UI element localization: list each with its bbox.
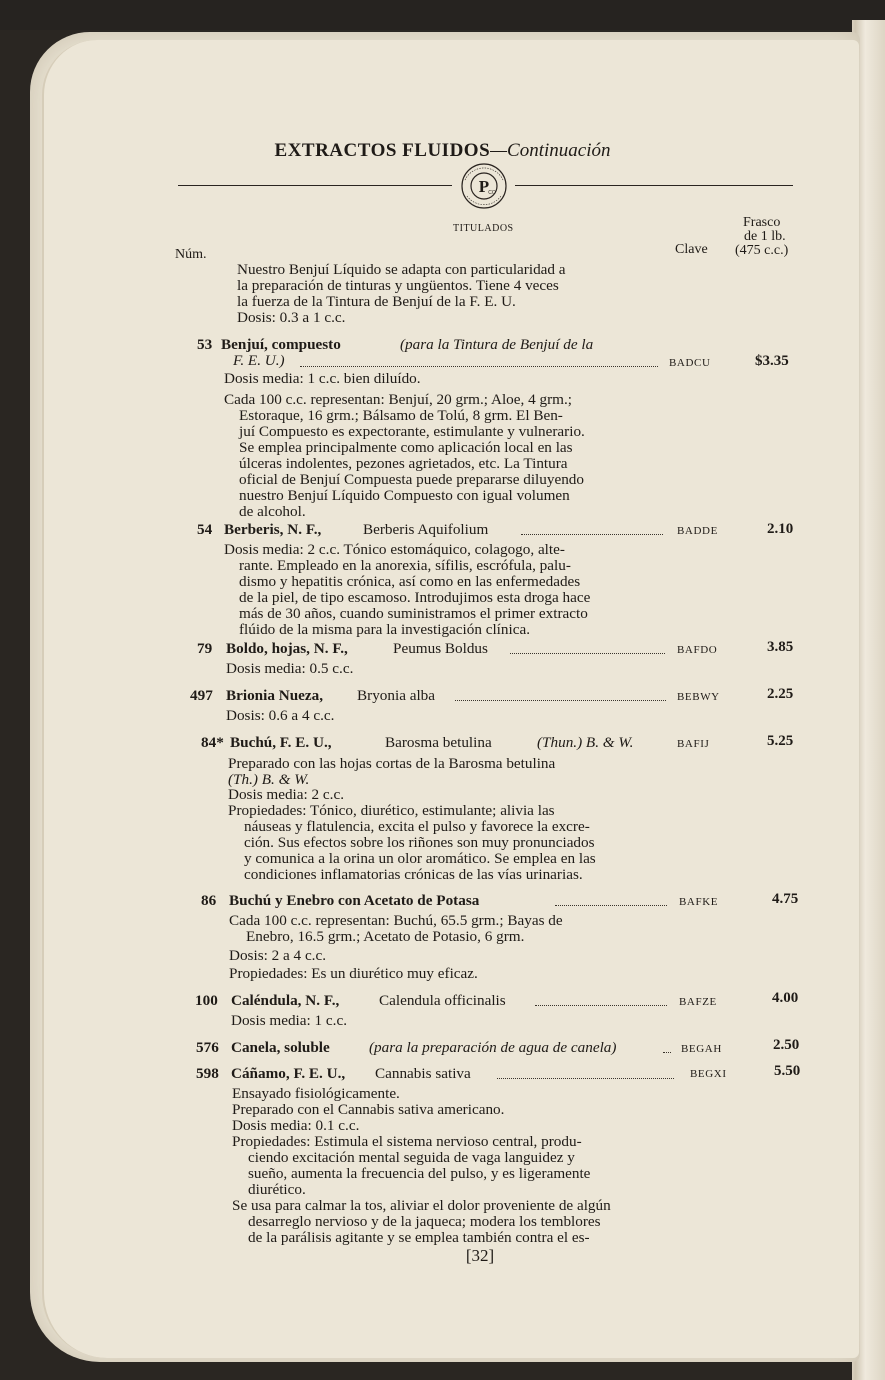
entry-name: Cáñamo, F. E. U., <box>231 1065 346 1082</box>
entry-line: Se emplea principalmente como aplicación local en las <box>239 439 573 456</box>
entry-number: 576 <box>196 1039 219 1056</box>
seal-monogram: P <box>478 177 490 196</box>
entry-line: Dosis: 0.6 a 4 c.c. <box>226 707 335 724</box>
entry-code: BEGXI <box>690 1068 727 1080</box>
entry-number: 497 <box>190 687 213 704</box>
entry-line: desarreglo nervioso y de la jaqueca; modera los temblores <box>248 1213 601 1230</box>
entry-line: Dosis media: 0.5 c.c. <box>226 660 354 677</box>
entry-line: Dosis media: 1 c.c. bien diluído. <box>224 370 421 387</box>
page-number: [32] <box>465 1246 495 1265</box>
entry-name: Caléndula, N. F., <box>231 992 340 1009</box>
entry-line: ciendo excitación mental seguida de vaga languidez y <box>248 1149 575 1166</box>
entry-number: 79 <box>197 640 213 657</box>
leader-dots <box>555 905 667 906</box>
leader-dots <box>300 366 658 367</box>
entry-number: 100 <box>195 992 218 1009</box>
entry-name: Buchú y Enebro con Acetato de Potasa <box>229 892 480 909</box>
frasco-header-1: Frasco <box>743 215 781 230</box>
entry-line: condiciones inflamatorias crónicas de las vías urinarias. <box>244 866 583 883</box>
entry-line: de la parálisis agitante y se emplea también contra el es- <box>248 1229 590 1246</box>
entry-name: Boldo, hojas, N. F., <box>226 640 348 657</box>
num-header: Núm. <box>175 247 207 262</box>
entry-price: 2.10 <box>767 521 794 537</box>
leader-dots <box>535 1005 667 1006</box>
entry-code: BAFDO <box>677 644 718 656</box>
leader-dots <box>455 700 666 701</box>
entry-name: Buchú, F. E. U., <box>230 734 332 751</box>
entry-line: Propiedades: Tónico, diurético, estimulante; alivia las <box>228 802 555 819</box>
entry-number: 598 <box>196 1065 219 1082</box>
entry-line: sueño, aumenta la frecuencia del pulso, y es ligeramente <box>248 1165 591 1182</box>
entry-desc: Calendula officinalis <box>379 992 506 1009</box>
entry-code: BADCU <box>669 357 711 369</box>
book-binding <box>0 0 885 30</box>
entry-line: Cada 100 c.c. representan: Buchú, 65.5 grm.; Bayas de <box>229 912 563 929</box>
intro-line: la fuerza de la Tintura de Benjuí de la F. E. U. <box>237 293 516 310</box>
entry-desc-italic: (Thun.) B. & W. <box>537 734 634 751</box>
entry-line: Enebro, 16.5 grm.; Acetato de Potasio, 6 grm. <box>246 928 525 945</box>
title-rule-left <box>178 185 452 186</box>
entry-price: 2.25 <box>767 686 794 702</box>
titulados-label: TITULADOS <box>453 223 514 234</box>
intro-line: Dosis: 0.3 a 1 c.c. <box>237 309 346 326</box>
entry-name: Canela, soluble <box>231 1039 330 1056</box>
page-title: EXTRACTOS FLUIDOS—Continuación <box>274 140 611 161</box>
entry-price: 4.75 <box>772 891 799 907</box>
intro-line: la preparación de tinturas y ungüentos. Tiene 4 veces <box>237 277 559 294</box>
entry-line: de alcohol. <box>239 503 306 520</box>
entry-line: Dosis media: 2 c.c. <box>228 786 344 803</box>
leader-dots <box>497 1078 674 1079</box>
entry-line: úlceras indolentes, pezones agrietados, etc. La Tintura <box>239 455 568 472</box>
entry-price: 5.50 <box>774 1063 801 1079</box>
entry-name: Benjuí, compuesto <box>221 336 341 353</box>
frasco-header-3: (475 c.c.) <box>735 243 789 258</box>
entry-line: Estoraque, 16 grm.; Bálsamo de Tolú, 8 grm. El Ben- <box>239 407 563 424</box>
seal-sub: CO <box>488 190 496 196</box>
entry-code: BEGAH <box>681 1043 722 1055</box>
entry-line: rante. Empleado en la anorexia, sífilis, escrófula, palu- <box>239 557 571 574</box>
entry-line: Dosis media: 2 c.c. Tónico estomáquico, colagogo, alte- <box>224 541 565 558</box>
leader-dots <box>663 1052 671 1053</box>
intro-line: Nuestro Benjuí Líquido se adapta con particularidad a <box>237 261 566 278</box>
entry-desc-cont: F. E. U.) <box>233 352 285 369</box>
entry-number: 86 <box>201 892 217 909</box>
entry-line: Dosis media: 0.1 c.c. <box>232 1117 360 1134</box>
entry-line: y comunica a la orina un olor aromático. Se emplea en las <box>244 850 596 867</box>
entry-line: Preparado con las hojas cortas de la Barosma betulina <box>228 755 556 772</box>
entry-line: Se usa para calmar la tos, aliviar el dolor proveniente de algún <box>232 1197 611 1214</box>
entry-line: oficial de Benjuí Compuesta puede prepararse diluyendo <box>239 471 584 488</box>
entry-price: 2.50 <box>773 1037 800 1053</box>
entry-line: nuestro Benjuí Líquido Compuesto con igual volumen <box>239 487 570 504</box>
entry-desc: Bryonia alba <box>357 687 436 704</box>
entry-name: Brionia Nueza, <box>226 687 324 704</box>
entry-line: Cada 100 c.c. representan: Benjuí, 20 grm.; Aloe, 4 grm.; <box>224 391 572 408</box>
entry-name: Berberis, N. F., <box>224 521 322 538</box>
clave-header: Clave <box>675 242 708 257</box>
entry-line: Dosis: 2 a 4 c.c. <box>229 947 327 964</box>
entry-line: de la piel, de tipo escamoso. Introdujimos esta droga hace <box>239 589 591 606</box>
entry-number: 53 <box>197 336 213 353</box>
entry-price: 4.00 <box>772 990 799 1006</box>
leader-dots <box>510 653 665 654</box>
entry-code: BADDE <box>677 525 718 537</box>
frasco-header-2: de 1 lb. <box>744 229 786 244</box>
entry-line: náuseas y flatulencia, excita el pulso y favorece la excre- <box>244 818 590 835</box>
entry-line: flúido de la misma para la investigación clínica. <box>239 621 530 638</box>
entry-line: ción. Sus efectos sobre los riñones son muy pronunciados <box>244 834 595 851</box>
entry-code: BAFIJ <box>677 738 710 750</box>
entry-line: dismo y hepatitis crónica, así como en las enfermedades <box>239 573 581 590</box>
entry-line: diurético. <box>248 1181 306 1198</box>
entry-line: (Th.) B. & W. <box>228 771 310 788</box>
entry-line: Propiedades: Es un diurético muy eficaz. <box>229 965 478 982</box>
entry-line: más de 30 años, cuando suministramos el primer extracto <box>239 605 588 622</box>
entry-line: Propiedades: Estimula el sistema nervioso central, produ- <box>232 1133 582 1150</box>
entry-desc: (para la preparación de agua de canela) <box>369 1039 617 1056</box>
entry-code: BEBWY <box>677 691 720 703</box>
entry-line: Preparado con el Cannabis sativa americano. <box>232 1101 505 1118</box>
entry-line: juí Compuesto es expectorante, estimulante y vulnerario. <box>239 423 585 440</box>
entry-desc: Cannabis sativa <box>375 1065 471 1082</box>
entry-price: $3.35 <box>755 353 789 369</box>
leader-dots <box>521 534 663 535</box>
entry-price: 3.85 <box>767 639 794 655</box>
entry-number: 54 <box>197 521 213 538</box>
title-rule-right <box>515 185 793 186</box>
entry-desc: Barosma betulina <box>385 734 492 751</box>
entry-desc: Peumus Boldus <box>393 640 488 657</box>
entry-desc: Berberis Aquifolium <box>363 521 489 538</box>
medicamenta-vera-seal-icon <box>455 162 513 210</box>
entry-desc: (para la Tintura de Benjuí de la <box>400 336 594 353</box>
entry-code: BAFKE <box>679 896 719 908</box>
entry-code: BAFZE <box>679 996 717 1008</box>
entry-line: Dosis media: 1 c.c. <box>231 1012 347 1029</box>
entry-price: 5.25 <box>767 733 794 749</box>
entry-number: 84* <box>201 734 224 751</box>
entry-line: Ensayado fisiológicamente. <box>232 1085 400 1102</box>
